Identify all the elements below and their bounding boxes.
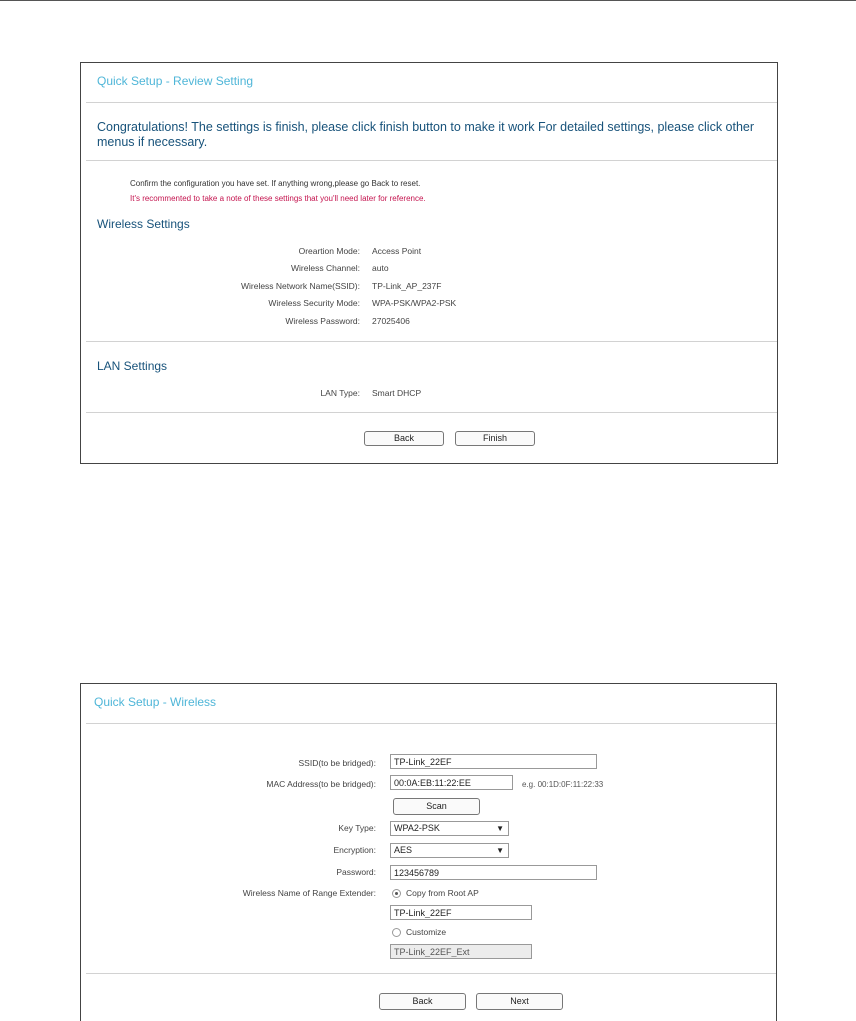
encryption-label: Encryption: [333, 845, 376, 855]
recommend-note: It's recommented to take a note of these settings that you'll need later for reference. [130, 194, 426, 203]
chevron-down-icon: ▼ [496, 846, 504, 855]
ssid-input[interactable] [390, 754, 597, 769]
divider [86, 412, 777, 413]
password-label: Password: [336, 867, 376, 877]
customize-radio[interactable] [392, 928, 401, 937]
ssid-label: SSID(to be bridged): [298, 758, 376, 768]
key-type-label: Key Type: [338, 823, 376, 833]
page-top-rule [0, 0, 856, 1]
copy-from-root-ap-radio[interactable] [392, 889, 401, 898]
confirm-note: Confirm the configuration you have set. If anything wrong,please go Back to reset. [130, 179, 421, 188]
ssid-label: Wireless Network Name(SSID): [240, 281, 360, 291]
encryption-select[interactable] [390, 843, 509, 858]
security-mode-label: Wireless Security Mode: [268, 298, 360, 308]
back-button[interactable]: Back [379, 993, 466, 1010]
review-setting-panel [80, 62, 778, 464]
mac-address-input[interactable] [390, 775, 513, 790]
wireless-panel-title: Quick Setup - Wireless [94, 695, 217, 709]
encryption-value: AES [394, 845, 413, 855]
mac-address-hint: e.g. 00:1D:0F:11:22:33 [522, 780, 604, 789]
scan-button[interactable]: Scan [393, 798, 480, 815]
lan-type-label: LAN Type: [320, 388, 360, 398]
customize-label: Customize [406, 927, 447, 937]
divider [86, 160, 777, 161]
quick-setup-wireless-panel [80, 683, 777, 1021]
copy-from-root-ap-label: Copy from Root AP [406, 888, 479, 898]
wireless-password-label: Wireless Password: [285, 316, 360, 326]
ssid-value: TP-Link_AP_237F [372, 281, 442, 291]
back-button[interactable]: Back [364, 431, 444, 446]
password-input[interactable] [390, 865, 597, 880]
mac-address-label: MAC Address(to be bridged): [266, 779, 376, 789]
lan-settings-heading: LAN Settings [97, 359, 168, 373]
operation-mode-label: Oreartion Mode: [298, 246, 360, 256]
congrats-message: Congratulations! The settings is finish, please click finish button to make it work For detailed settings, please click other menus if necessary. [97, 120, 755, 149]
wireless-channel-value: auto [372, 263, 389, 273]
lan-type-value: Smart DHCP [372, 388, 422, 398]
chevron-down-icon: ▼ [496, 824, 504, 833]
wireless-password-value: 27025406 [372, 316, 410, 326]
operation-mode-value: Access Point [372, 246, 422, 256]
divider [86, 341, 777, 342]
range-extender-name-label: Wireless Name of Range Extender: [242, 888, 376, 898]
copy-name-input[interactable] [390, 905, 532, 920]
security-mode-value: WPA-PSK/WPA2-PSK [372, 298, 457, 308]
customize-name-input [390, 944, 532, 959]
finish-button[interactable]: Finish [455, 431, 535, 446]
divider [86, 723, 776, 724]
wireless-settings-heading: Wireless Settings [97, 217, 190, 231]
wireless-channel-label: Wireless Channel: [291, 263, 360, 273]
key-type-select[interactable] [390, 821, 509, 836]
divider [86, 973, 776, 974]
review-panel-title: Quick Setup - Review Setting [97, 74, 254, 88]
divider [86, 102, 777, 103]
next-button[interactable]: Next [476, 993, 563, 1010]
key-type-value: WPA2-PSK [394, 823, 440, 833]
